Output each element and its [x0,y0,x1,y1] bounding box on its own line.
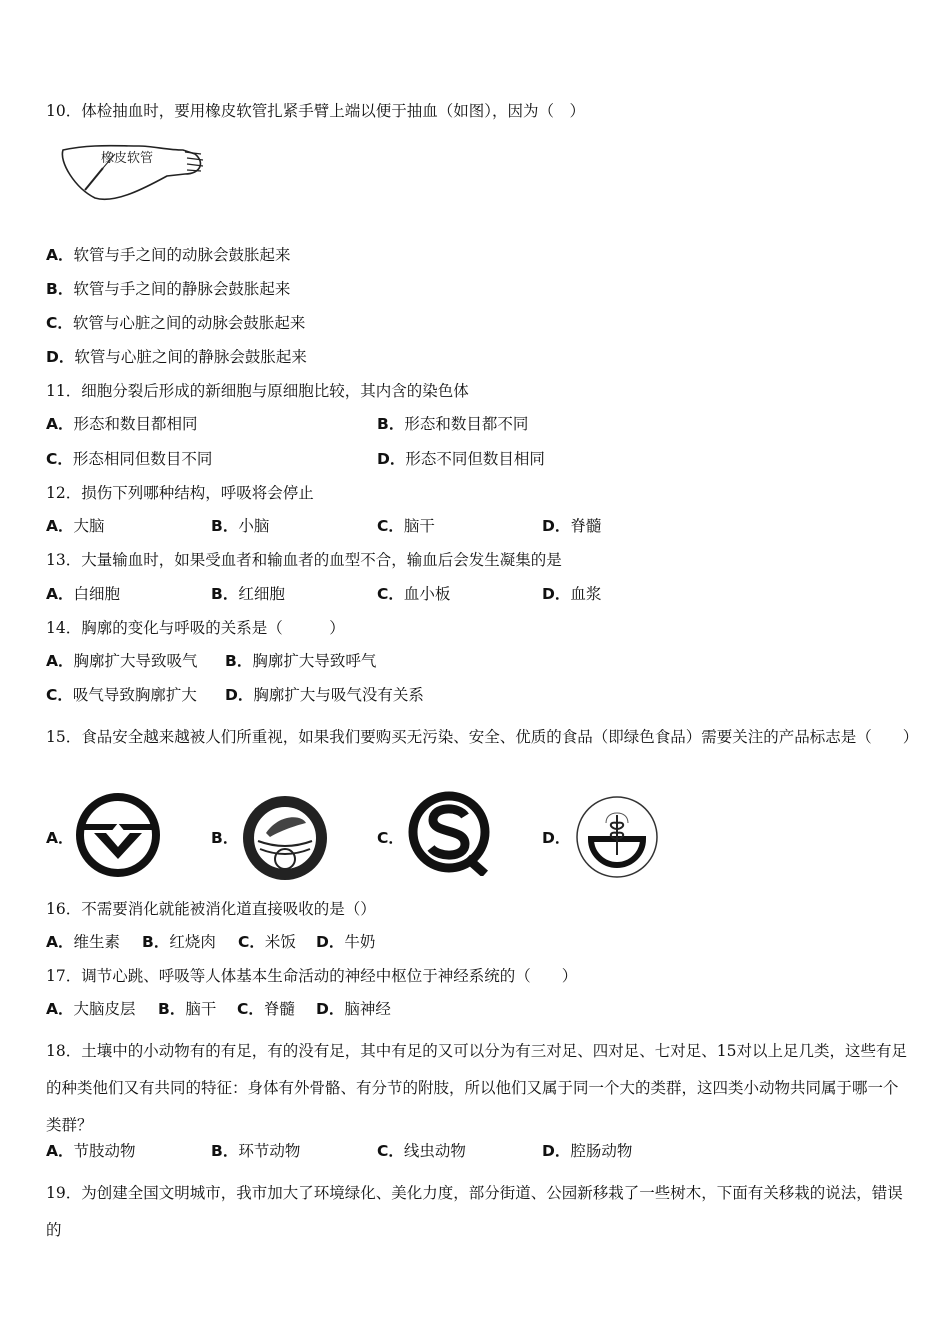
q10-option-d: D．软管与心脏之间的静脉会鼓胀起来 [46,348,307,366]
q16-option-c: C．米饭 [238,933,296,951]
question-12-stem: 12．损伤下列哪种结构，呼吸将会停止 [46,484,314,502]
q17-option-d: D．脑神经 [316,1000,391,1018]
q12-option-c: C．脑干 [377,517,435,535]
q18-option-d: D．腔肠动物 [542,1142,633,1160]
quality-certification-icon [76,793,160,877]
q17-option-a: A．大脑皮层 [46,1000,136,1018]
q16-option-d: D．牛奶 [316,933,376,951]
q18-option-a: A．节肢动物 [46,1142,136,1160]
question-13-stem: 13．大量输血时，如果受血者和输血者的血型不合，输血后会发生凝集的是 [46,551,562,569]
q14-option-b: B．胸廓扩大导致呼气 [225,652,377,670]
qs-mark-icon [407,790,491,876]
question-10-stem: 10．体检抽血时，要用橡皮软管扎紧手臂上端以便于抽血（如图），因为（ ） [46,102,585,120]
q12-option-b: B．小脑 [211,517,270,535]
q14-option-a: A．胸廓扩大导致吸气 [46,652,198,670]
question-14-stem: 14．胸廓的变化与呼吸的关系是（ ） [46,619,345,637]
q14-option-c: C．吸气导致胸廓扩大 [46,686,197,704]
question-17-stem: 17．调节心跳、呼吸等人体基本生命活动的神经中枢位于神经系统的（ ） [46,967,578,985]
q12-option-a: A．大脑 [46,517,105,535]
green-food-icon [572,793,662,881]
q11-option-a: A．形态和数目都相同 [46,415,198,433]
q13-option-c: C．血小板 [377,585,451,603]
question-11-stem: 11．细胞分裂后形成的新细胞与原细胞比较，其内含的染色体 [46,382,469,400]
q13-option-a: A．白细胞 [46,585,121,603]
q16-option-a: A．维生素 [46,933,121,951]
q10-option-c: C．软管与心脏之间的动脉会鼓胀起来 [46,314,306,332]
q11-option-b: B．形态和数目都不同 [377,415,529,433]
q14-option-d: D．胸廓扩大与吸气没有关系 [225,686,424,704]
environmental-label-icon [240,793,330,883]
question-15-stem: 15．食品安全越来越被人们所重视，如果我们要购买无污染、安全、优质的食品（即绿色食品）需要关注的产品标志是（ ） [46,728,919,746]
question-16-stem: 16．不需要消化就能被消化道直接吸收的是（） [46,900,376,918]
q15-option-d-label: D． [542,829,571,847]
q13-option-b: B．红细胞 [211,585,285,603]
q17-option-c: C．脊髓 [237,1000,295,1018]
q13-option-d: D．血浆 [542,585,602,603]
q15-option-b-label: B． [211,829,239,847]
q18-option-c: C．线虫动物 [377,1142,466,1160]
q17-option-b: B．脑干 [158,1000,217,1018]
q15-option-a-label: A． [46,829,74,847]
question-18-stem: 18．土壤中的小动物有的有足，有的没有足，其中有足的又可以分为有三对足、四对足、七对足、15对以上足几类，这些有足的种类他们又有共同的特征：身体有外骨骼、有分节的附肢，所以他们又属于同一个大的类群，这四类小动物共同属于哪一个类群？ [46,1042,907,1134]
question-19-stem: 19．为创建全国文明城市，我市加大了环境绿化、美化力度，部分街道、公园新移栽了一些树木，下面有关移栽的说法，错误的 [46,1184,903,1239]
q18-option-b: B．环节动物 [211,1142,301,1160]
q11-option-c: C．形态相同但数目不同 [46,450,213,468]
q11-option-d: D．形态不同但数目相同 [377,450,545,468]
q10-option-b: B．软管与手之间的静脉会鼓胀起来 [46,280,291,298]
figure-label: 橡皮软管 [101,151,154,166]
q15-option-c-label: C． [377,829,404,847]
arm-tourniquet-figure [55,140,207,208]
q12-option-d: D．脊髓 [542,517,602,535]
q16-option-b: B．红烧肉 [142,933,216,951]
q10-option-a: A．软管与手之间的动脉会鼓胀起来 [46,246,291,264]
